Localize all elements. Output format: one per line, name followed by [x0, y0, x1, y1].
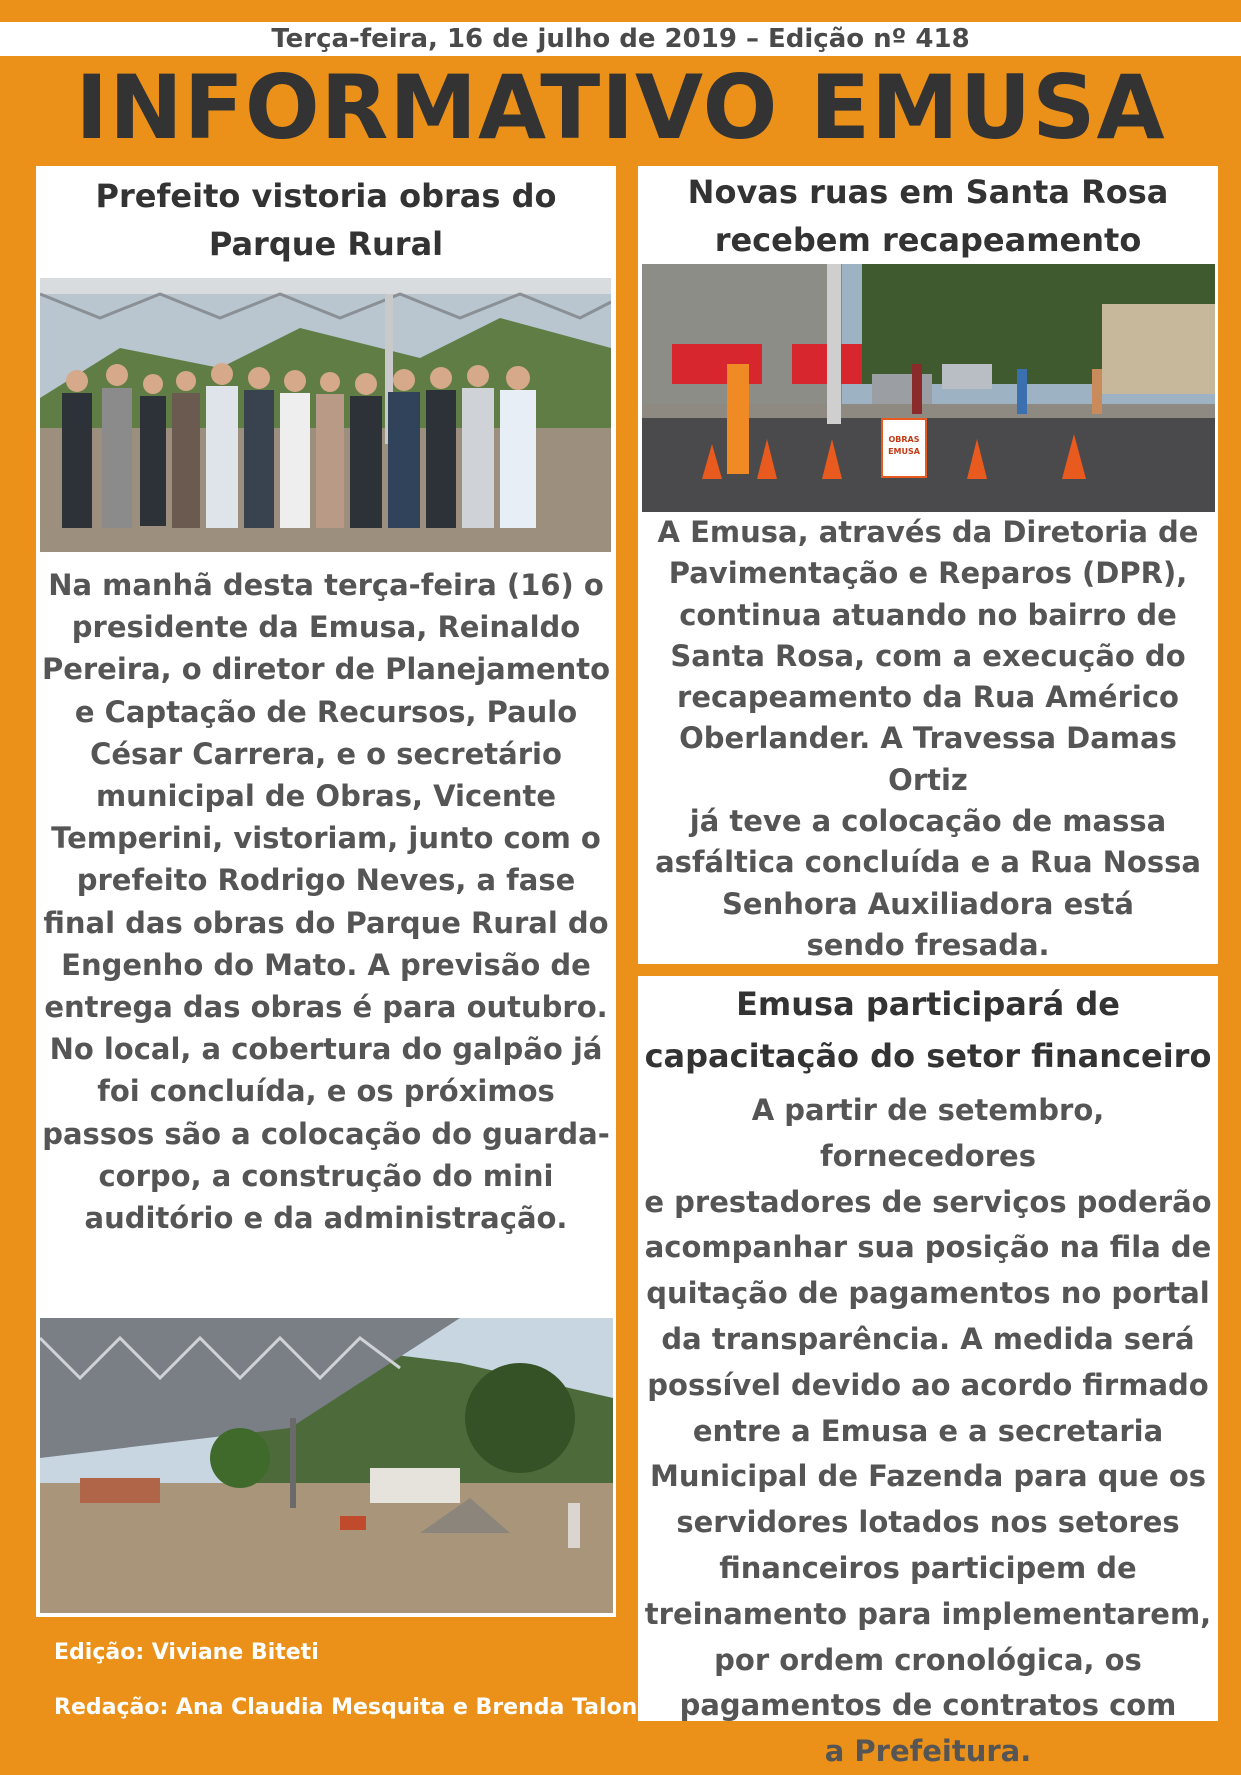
body-line: a Prefeitura.: [824, 1734, 1032, 1769]
body-line: servidores lotados nos setores: [676, 1505, 1180, 1540]
article-body: [40, 564, 612, 1239]
body-line: Engenho do Mato. A previsão de: [61, 947, 591, 982]
photo-group-visit: [40, 278, 611, 552]
body-line: financeiros participem de: [719, 1550, 1137, 1585]
body-line: entre a Emusa e a secretaria: [692, 1413, 1164, 1448]
body-line: treinamento para implementarem,: [644, 1596, 1212, 1631]
article-headline: [638, 168, 1218, 264]
body-line: Pavimentação e Reparos (DPR),: [668, 556, 1188, 591]
body-line: No local, a cobertura do galpão já: [49, 1032, 603, 1067]
body-line: foi concluída, e os próximos: [97, 1074, 555, 1109]
headline-line: recebem recapeamento: [714, 221, 1142, 259]
article-body: [642, 1088, 1214, 1775]
body-line: A partir de setembro, fornecedores: [751, 1093, 1105, 1173]
body-line: Temperini, vistoriam, junto com o: [51, 821, 601, 856]
photo-santa-rosa-street: [642, 264, 1215, 512]
headline-line: Novas ruas em Santa Rosa: [687, 173, 1169, 211]
body-line: sendo fresada.: [806, 927, 1050, 962]
headline-line: Emusa participará de: [736, 985, 1120, 1023]
body-line: possível devido ao acordo firmado: [647, 1367, 1209, 1402]
masthead-title: INFORMATIVO EMUSA: [75, 56, 1166, 159]
headline-line: Prefeito vistoria obras do: [95, 177, 557, 215]
body-line: Oberlander. A Travessa Damas Ortiz: [679, 721, 1177, 797]
photo-galpao: [40, 1318, 613, 1613]
body-line: prefeito Rodrigo Neves, a fase: [76, 863, 576, 898]
body-line: por ordem cronológica, os: [714, 1642, 1142, 1677]
body-line: pagamentos de contratos com: [679, 1688, 1177, 1723]
body-line: Senhora Auxiliadora está: [722, 886, 1134, 921]
body-line: e Captação de Recursos, Paulo: [74, 694, 578, 729]
body-line: entrega das obras é para outubro.: [44, 990, 608, 1025]
body-line: acompanhar sua posição na fila de: [644, 1230, 1212, 1265]
body-line: municipal de Obras, Vicente: [95, 779, 557, 814]
article-santa-rosa: [638, 166, 1218, 964]
body-line: já teve a colocação de massa: [689, 804, 1167, 839]
body-line: César Carrera, e o secretário: [90, 736, 562, 771]
dateline: Terça-feira, 16 de julho de 2019 – Edição nº 418: [0, 22, 1241, 56]
article-headline: [638, 978, 1218, 1082]
body-line: final das obras do Parque Rural do: [43, 905, 609, 940]
article-body: [642, 512, 1214, 966]
headline-line: capacitação do setor financeiro: [644, 1037, 1212, 1075]
credit-redacao: Redação: Ana Claudia Mesquita e Brenda Talon: [54, 1695, 638, 1720]
body-line: asfáltica concluída e a Rua Nossa: [655, 845, 1201, 880]
body-line: presidente da Emusa, Reinaldo: [71, 610, 581, 645]
body-line: Municipal de Fazenda para que os: [649, 1459, 1207, 1494]
body-line: quitação de pagamentos no portal: [646, 1276, 1210, 1311]
article-headline: [36, 172, 616, 268]
body-line: auditório e da administração.: [84, 1201, 568, 1236]
credit-edicao: Edição: Viviane Biteti: [54, 1640, 319, 1665]
body-line: Na manhã desta terça-feira (16) o: [48, 568, 604, 602]
body-line: corpo, a construção do mini: [98, 1158, 554, 1193]
body-line: Pereira, o diretor de Planejamento: [41, 652, 611, 687]
body-line: e prestadores de serviços poderão: [644, 1184, 1212, 1219]
headline-line: Parque Rural: [208, 225, 444, 263]
body-line: A Emusa, através da Diretoria de: [657, 515, 1199, 549]
body-line: continua atuando no bairro de: [679, 597, 1177, 632]
body-line: Santa Rosa, com a execução do: [670, 638, 1186, 673]
body-line: da transparência. A medida será: [661, 1321, 1195, 1356]
sign-text: OBRAS: [888, 435, 920, 444]
article-capacitacao: [638, 976, 1218, 1769]
body-line: recapeamento da Rua Américo: [677, 680, 1179, 715]
article-parque-rural: [36, 166, 616, 1617]
body-line: passos são a colocação do guarda-: [42, 1116, 610, 1151]
sign-text: EMUSA: [888, 447, 920, 456]
